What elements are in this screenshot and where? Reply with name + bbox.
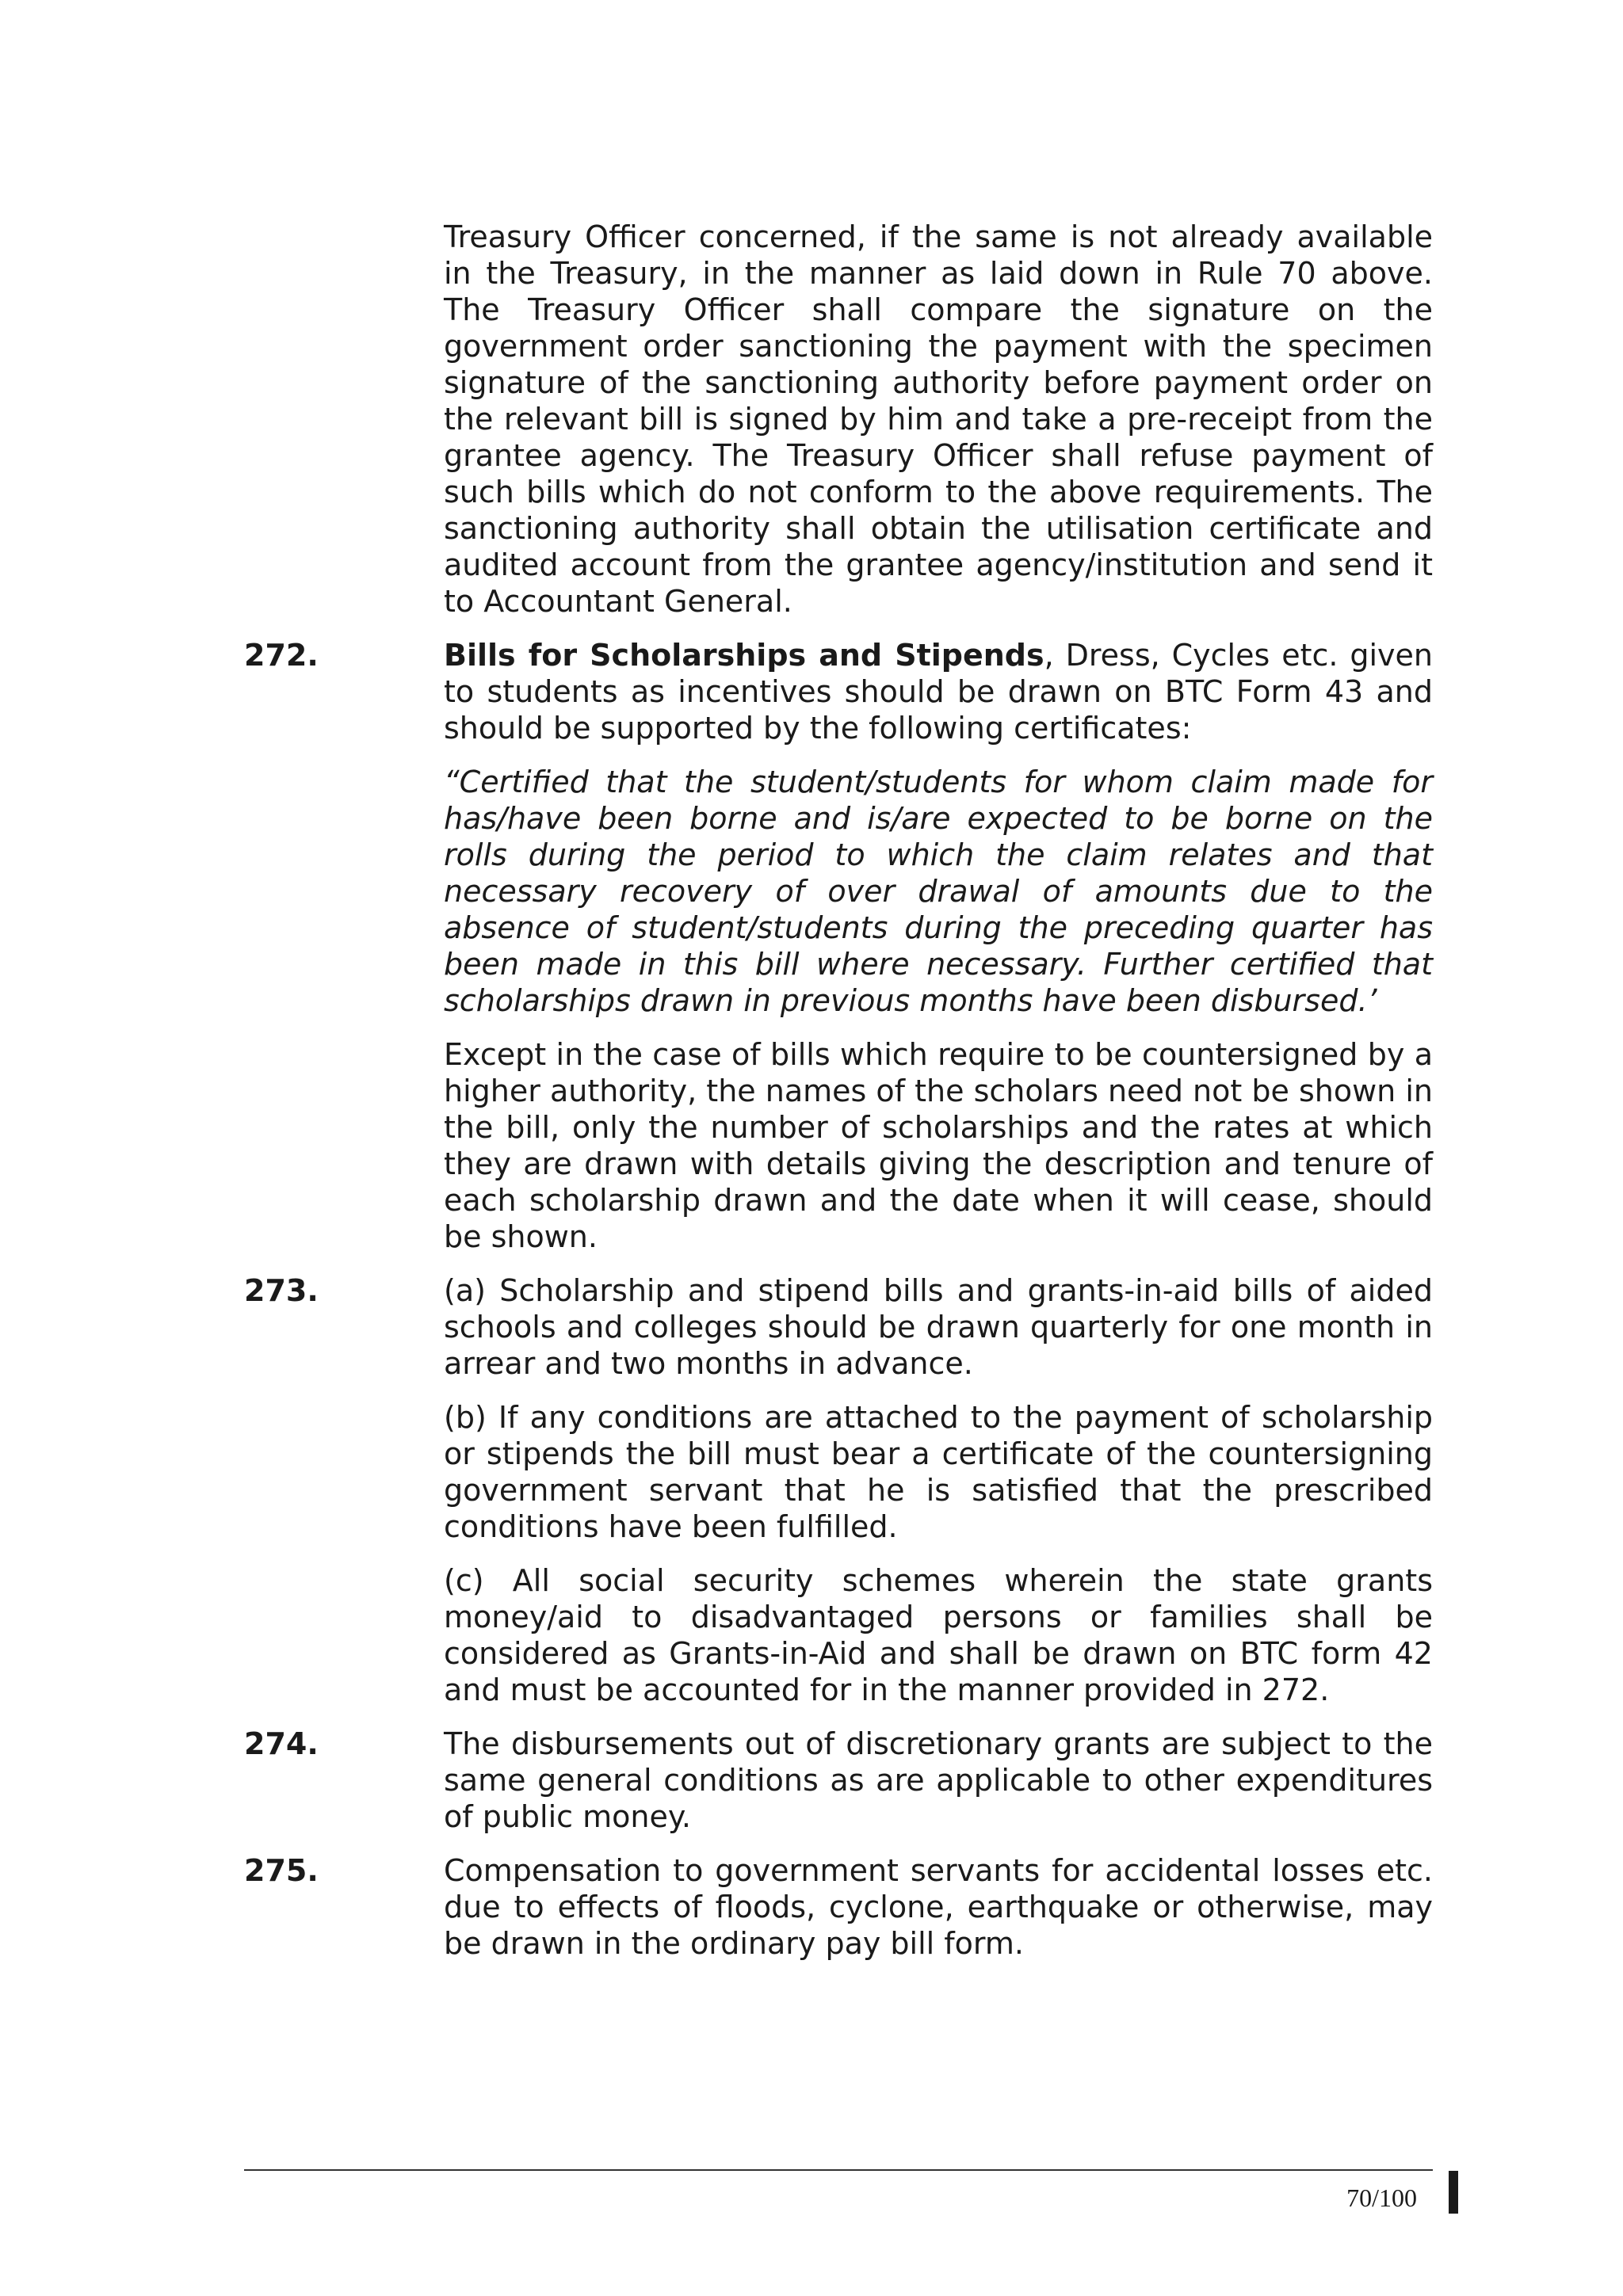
rule-number: 274. xyxy=(244,1726,319,1761)
rule-273 xyxy=(244,1272,1433,1708)
rule-274 xyxy=(244,1726,1433,1835)
rule-273-part-a: (a) Scholarship and stipend bills and grants-in-aid bills of aided schools and colleges should be drawn quarterly for one month in arrear and two months in advance. xyxy=(444,1273,1433,1381)
rule-number: 273. xyxy=(244,1273,319,1308)
rule-272-heading-text: , Dress, Cycles etc. given to students as incentives should be drawn on BTC Form 43 and should be supported by the following certificates: xyxy=(444,638,1434,746)
rule-272-certificate: “Certified that the student/students for whom claim made for has/have been borne and is/are expected to be borne on the rolls during the period to which the claim relates and that necessary recovery of over drawal of amounts due to the absence of student/students during the preceding quarter has been made in this bill where necessary. Further certified that scholarships drawn in previous months have been disbursed.’ xyxy=(444,765,1433,1018)
rule-number: 275. xyxy=(244,1853,319,1888)
rule-273-part-c: (c) All social security schemes wherein the state grants money/aid to disadvantaged persons or families shall be considered as Grants-in-Aid and shall be drawn on BTC form 42 and must be accounted for in the manner provided in 272. xyxy=(444,1563,1433,1707)
rule-275-text: Compensation to government servants for accidental losses etc. due to effects of floods, cyclone, earthquake or otherwise, may be drawn in the ordinary pay bill form. xyxy=(444,1853,1433,1961)
rule-274-text: The disbursements out of discretionary grants are subject to the same general conditions as are applicable to other expenditures of public money. xyxy=(444,1726,1433,1834)
footer-divider xyxy=(244,2169,1433,2171)
rule-number: 272. xyxy=(244,638,319,673)
rule-273-part-b: (b) If any conditions are attached to the payment of scholarship or stipends the bill must bear a certificate of the countersigning government servant that he is satisfied that the prescribed conditions have been fulfilled. xyxy=(444,1400,1433,1544)
intro-block xyxy=(244,219,1433,620)
rule-275 xyxy=(244,1852,1433,1962)
intro-paragraph: Treasury Officer concerned, if the same is not already available in the Treasury, in the manner as laid down in Rule 70 above. The Treasury Officer shall compare the signature on the government order sanctioning the payment with the specimen signature of the sanctioning authority before payment order on the relevant bill is signed by him and take a pre-receipt from the grantee agency. The Treasury Officer shall refuse payment of such bills which do not conform to the above requirements. The sanctioning authority shall obtain the utilisation certificate and audited account from the grantee agency/institution and send it to Accountant General. xyxy=(444,219,1433,619)
rule-272 xyxy=(244,637,1433,1255)
rule-272-closing: Except in the case of bills which require to be countersigned by a higher authority, the names of the scholars need not be shown in the bill, only the number of scholarships and the rates at which they are drawn with details giving the description and tenure of each scholarship drawn and the date when it will cease, should be shown. xyxy=(444,1037,1433,1254)
rule-272-title: Bills for Scholarships and Stipends xyxy=(444,638,1044,673)
page-marker-bar xyxy=(1449,2171,1458,2214)
document-body xyxy=(244,219,1433,1979)
page-number: 70/100 xyxy=(1346,2183,1417,2212)
rule-272-heading xyxy=(444,637,1433,746)
